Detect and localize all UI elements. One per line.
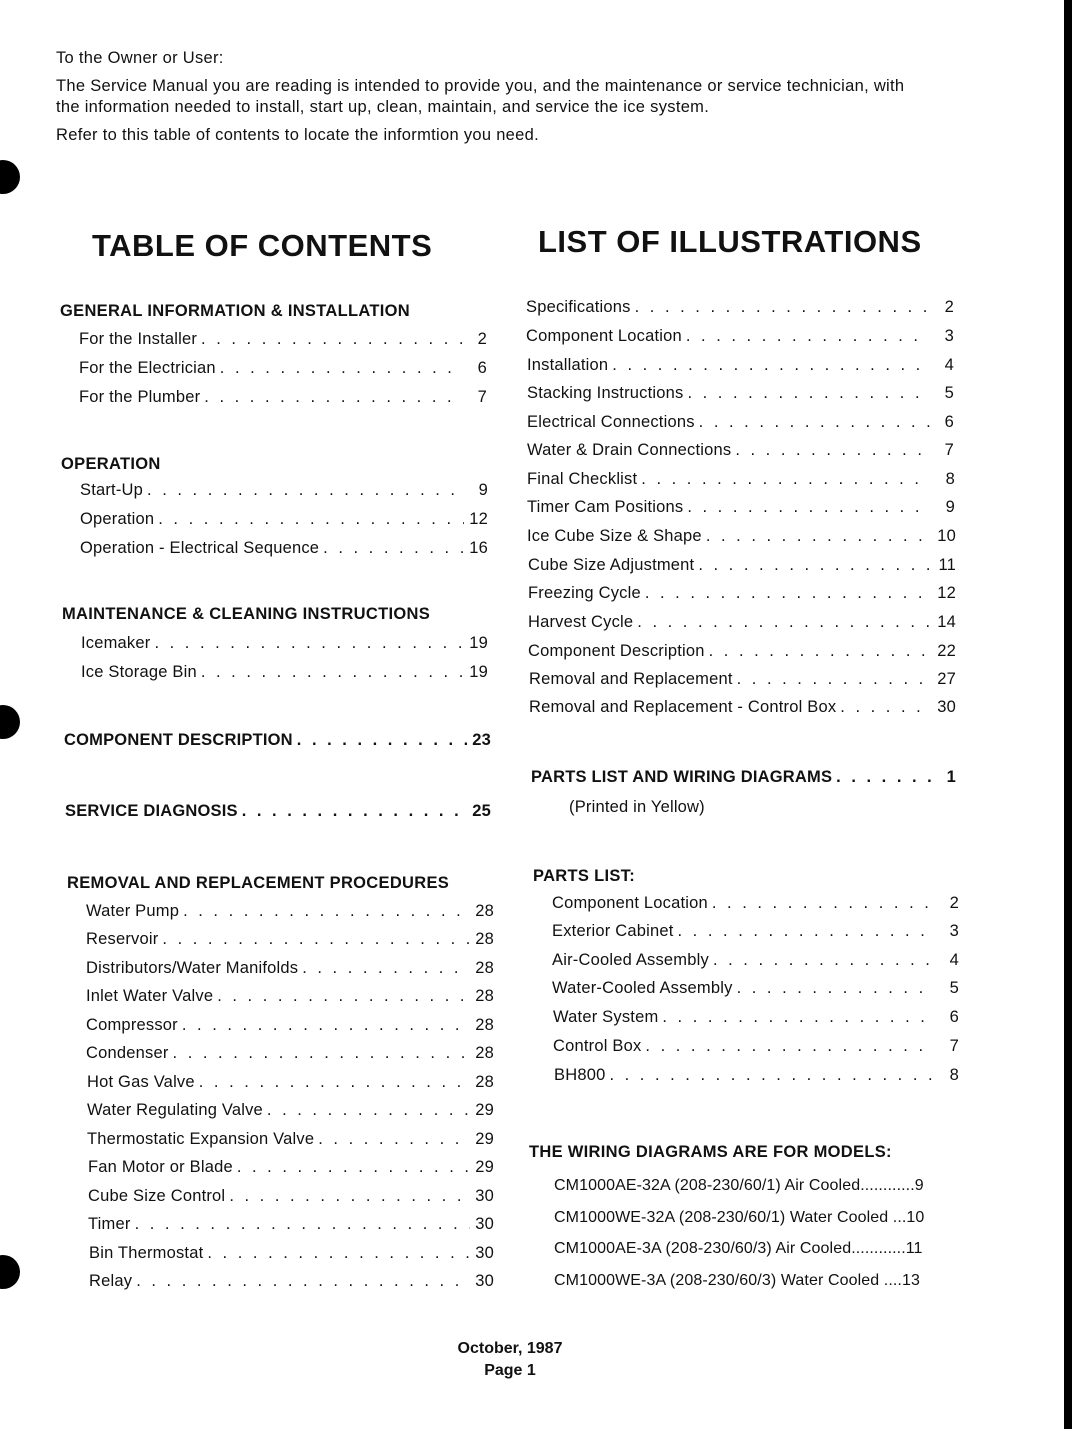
dot-leader [712, 894, 935, 913]
toc-title: TABLE OF CONTENTS [92, 228, 433, 263]
loi-entry-label: Removal and Replacement [529, 670, 733, 688]
toc-entry-label: Bin Thermostat [89, 1244, 204, 1262]
parts-entry-page: 6 [949, 1008, 959, 1026]
loi-entry-label: Removal and Replacement - Control Box [529, 698, 837, 716]
loi-entry-label: Timer Cam Positions [527, 498, 684, 516]
dot-leader [836, 768, 932, 787]
toc-entry[interactable] [86, 930, 494, 952]
loi-entry[interactable] [526, 298, 954, 320]
toc-entry[interactable] [86, 959, 494, 981]
parts-entry-label: Exterior Cabinet [552, 922, 674, 940]
toc-entry-label: Operation - Electrical Sequence [80, 539, 320, 557]
dot-leader [609, 1066, 935, 1085]
toc-entry-page: 28 [475, 930, 494, 948]
parts-entry-label: Air-Cooled Assembly [552, 951, 709, 969]
binder-hole-middle [0, 705, 20, 739]
loi-entry-label: Cube Size Adjustment [528, 556, 695, 574]
toc-entry-page: 28 [475, 1016, 494, 1034]
toc-entry-label: Inlet Water Valve [86, 987, 214, 1005]
toc-maintenance-title: MAINTENANCE & CLEANING INSTRUCTIONS [62, 605, 430, 623]
dot-leader [154, 634, 464, 653]
parts-entry[interactable] [552, 979, 959, 1001]
dot-leader [641, 470, 931, 489]
toc-entry-label: Thermostatic Expansion Valve [87, 1130, 315, 1148]
dot-leader [201, 330, 463, 349]
dot-leader [735, 441, 930, 460]
loi-entry-page: 3 [944, 327, 954, 345]
intro-paragraph: The Service Manual you are reading is intended to provide you, and the maintenance or service technician, with the information needed to install, start up, clean, maintain, and service the ice system. [56, 77, 905, 116]
toc-entry[interactable] [79, 330, 487, 352]
toc-entry-page: 28 [475, 1044, 494, 1062]
dot-leader [183, 902, 470, 921]
toc-entry[interactable] [88, 1187, 494, 1209]
dot-leader [698, 556, 932, 575]
toc-entry-label: Condenser [86, 1044, 169, 1062]
toc-entry-label: Relay [89, 1272, 133, 1290]
toc-entry-page: 28 [475, 1073, 494, 1091]
parts-wiring-note: (Printed in Yellow) [569, 798, 705, 816]
toc-entry-page: 30 [475, 1244, 494, 1262]
toc-entry-page: 30 [475, 1187, 494, 1205]
toc-entry[interactable] [80, 481, 488, 503]
dot-leader [229, 1187, 470, 1206]
loi-entry[interactable] [528, 642, 956, 664]
loi-entry-label: Ice Cube Size & Shape [527, 527, 702, 545]
dot-leader [242, 802, 467, 821]
parts-entry-page: 2 [949, 894, 959, 912]
scan-edge [1064, 0, 1072, 1429]
toc-diagnosis-entry[interactable] [65, 802, 491, 824]
dot-leader [207, 1244, 470, 1263]
toc-entry-label: Water Pump [86, 902, 180, 920]
toc-entry-page: 30 [475, 1215, 494, 1233]
dot-leader [713, 951, 935, 970]
dot-leader [136, 1272, 470, 1291]
parts-list-title: PARTS LIST: [533, 867, 635, 885]
loi-entry[interactable] [526, 327, 954, 349]
parts-entry-page: 7 [949, 1037, 959, 1055]
toc-entry-page: 28 [475, 902, 494, 920]
dot-leader [699, 413, 930, 432]
toc-entry-label: Ice Storage Bin [81, 663, 197, 681]
toc-entry-label: Fan Motor or Blade [88, 1158, 233, 1176]
loi-entry[interactable] [529, 670, 956, 692]
toc-entry-page: 29 [475, 1101, 494, 1119]
toc-entry-label: Water Regulating Valve [87, 1101, 263, 1119]
parts-entry[interactable] [552, 894, 959, 916]
loi-entry[interactable] [527, 356, 954, 378]
dot-leader [612, 356, 930, 375]
toc-entry[interactable] [80, 539, 488, 561]
toc-entry[interactable] [88, 1158, 494, 1180]
parts-entry-page: 8 [949, 1066, 959, 1084]
loi-entry-label: Specifications [526, 298, 631, 316]
toc-entry-label: Start-Up [80, 481, 144, 499]
loi-entry-page: 12 [937, 584, 956, 602]
toc-entry[interactable] [79, 359, 487, 381]
parts-entry[interactable] [552, 951, 959, 973]
loi-entry-label: Stacking Instructions [527, 384, 684, 402]
loi-entry-page: 6 [944, 413, 954, 431]
toc-entry-label: For the Installer [79, 330, 198, 348]
loi-entry-label: Final Checklist [527, 470, 638, 488]
toc-entry[interactable] [87, 1101, 494, 1123]
toc-general-title: GENERAL INFORMATION & INSTALLATION [60, 302, 410, 320]
loi-entry-page: 1 [946, 768, 956, 786]
dot-leader [737, 979, 935, 998]
loi-entry-label: Freezing Cycle [528, 584, 641, 602]
parts-entry-label: BH800 [554, 1066, 606, 1084]
loi-entry[interactable] [529, 698, 956, 720]
parts-entry-label: Component Location [552, 894, 708, 912]
dot-leader [267, 1101, 470, 1120]
loi-entry-page: 10 [937, 527, 956, 545]
loi-entry[interactable] [527, 498, 955, 520]
toc-entry-label: Distributors/Water Manifolds [86, 959, 299, 977]
toc-entry[interactable] [86, 987, 494, 1009]
parts-wiring-entry[interactable] [531, 768, 956, 790]
dot-leader [199, 1073, 470, 1092]
toc-entry-label: Cube Size Control [88, 1187, 226, 1205]
toc-entry-page: 6 [477, 359, 487, 377]
toc-entry-page: 19 [469, 663, 488, 681]
loi-entry-page: 4 [944, 356, 954, 374]
parts-entry-page: 5 [949, 979, 959, 997]
dot-leader [158, 510, 464, 529]
loi-entry-page: 5 [944, 384, 954, 402]
dot-leader [709, 642, 932, 661]
toc-entry[interactable] [86, 1016, 494, 1038]
dot-leader [204, 388, 463, 407]
loi-entry[interactable] [528, 584, 956, 606]
toc-component-entry[interactable] [64, 731, 491, 753]
toc-entry-page: 23 [472, 731, 491, 749]
parts-entry-label: Water-Cooled Assembly [552, 979, 733, 997]
toc-entry-label: Operation [80, 510, 155, 528]
dot-leader [686, 327, 930, 346]
parts-entry[interactable] [553, 1037, 959, 1059]
page-footer [410, 1338, 610, 1382]
dot-leader [662, 1008, 935, 1027]
intro-salutation: To the Owner or User: [56, 49, 224, 67]
wiring-title: THE WIRING DIAGRAMS ARE FOR MODELS: [529, 1143, 892, 1161]
toc-entry-label: Reservoir [86, 930, 159, 948]
toc-entry-page: 30 [475, 1272, 494, 1290]
binder-hole-bottom [0, 1255, 20, 1289]
wiring-model[interactable]: CM1000WE-32A (208-230/60/1) Water Cooled ...10 [554, 1209, 925, 1226]
dot-leader [237, 1158, 470, 1177]
parts-entry-label: Control Box [553, 1037, 642, 1055]
wiring-model[interactable]: CM1000AE-32A (208-230/60/1) Air Cooled............9 [554, 1177, 924, 1194]
dot-leader [635, 298, 930, 317]
dot-leader [706, 527, 932, 546]
loi-entry[interactable] [528, 613, 956, 635]
toc-entry-label: Timer [88, 1215, 131, 1233]
toc-entry[interactable] [89, 1244, 494, 1266]
dot-leader [302, 959, 470, 978]
toc-entry-page: 25 [472, 802, 491, 820]
toc-removal-title: REMOVAL AND REPLACEMENT PROCEDURES [67, 874, 450, 892]
binder-hole-top [0, 160, 20, 194]
loi-entry-page: 14 [937, 613, 956, 631]
loi-entry-label: Harvest Cycle [528, 613, 634, 631]
dot-leader [637, 613, 932, 632]
dot-leader [318, 1130, 470, 1149]
loi-entry-page: 27 [937, 670, 956, 688]
toc-entry-page: 28 [475, 987, 494, 1005]
loi-entry[interactable] [527, 470, 955, 492]
intro-refer: Refer to this table of contents to locate the informtion you need. [56, 126, 539, 144]
loi-entry-page: 9 [945, 498, 955, 516]
toc-entry-page: 12 [469, 510, 488, 528]
parts-entry[interactable] [552, 922, 959, 944]
toc-entry[interactable] [86, 902, 494, 924]
parts-entry-label: Water System [553, 1008, 659, 1026]
intro [56, 48, 916, 153]
wiring-model[interactable]: CM1000AE-3A (208-230/60/3) Air Cooled............11 [554, 1240, 923, 1257]
toc-entry[interactable] [87, 1130, 494, 1152]
loi-entry[interactable] [527, 413, 954, 435]
toc-entry[interactable] [88, 1215, 494, 1237]
toc-entry-label: COMPONENT DESCRIPTION [64, 731, 293, 749]
parts-entry-page: 4 [949, 951, 959, 969]
toc-entry[interactable] [89, 1272, 494, 1294]
toc-entry-page: 28 [475, 959, 494, 977]
loi-entry-label: Water & Drain Connections [527, 441, 732, 459]
parts-entry[interactable] [554, 1066, 959, 1088]
loi-title: LIST OF ILLUSTRATIONS [538, 224, 922, 259]
toc-operation-title: OPERATION [61, 455, 161, 473]
loi-entry-label: Installation [527, 356, 609, 374]
loi-entry-label: Component Description [528, 642, 705, 660]
loi-entry-page: 8 [945, 470, 955, 488]
loi-entry-page: 7 [944, 441, 954, 459]
dot-leader [645, 584, 932, 603]
dot-leader [645, 1037, 935, 1056]
toc-entry[interactable] [81, 634, 488, 656]
dot-leader [297, 731, 467, 750]
footer-page-number: Page 1 [484, 1362, 536, 1379]
dot-leader [687, 384, 930, 403]
dot-leader [201, 663, 464, 682]
dot-leader [678, 922, 935, 941]
toc-entry[interactable] [87, 1073, 494, 1095]
dot-leader [737, 670, 932, 689]
toc-entry-page: 29 [475, 1130, 494, 1148]
dot-leader [840, 698, 932, 717]
toc-entry-label: For the Electrician [79, 359, 216, 377]
parts-entry[interactable] [553, 1008, 959, 1030]
loi-entry[interactable] [528, 556, 956, 578]
dot-leader [173, 1044, 470, 1063]
loi-entry-label: PARTS LIST AND WIRING DIAGRAMS [531, 768, 833, 786]
toc-entry-label: For the Plumber [79, 388, 201, 406]
loi-entry[interactable] [527, 527, 956, 549]
toc-entry-label: SERVICE DIAGNOSIS [65, 802, 238, 820]
dot-leader [323, 539, 464, 558]
toc-entry-page: 29 [475, 1158, 494, 1176]
dot-leader [217, 987, 470, 1006]
loi-entry-label: Electrical Connections [527, 413, 695, 431]
toc-entry[interactable] [81, 663, 488, 685]
footer-date: October, 1987 [457, 1340, 563, 1357]
toc-entry-label: Compressor [86, 1016, 178, 1034]
toc-entry-label: Icemaker [81, 634, 151, 652]
toc-entry-page: 7 [477, 388, 487, 406]
dot-leader [182, 1016, 470, 1035]
loi-entry-page: 2 [944, 298, 954, 316]
loi-entry[interactable] [527, 384, 954, 406]
loi-entry-label: Component Location [526, 327, 682, 345]
loi-entry-page: 22 [937, 642, 956, 660]
dot-leader [220, 359, 463, 378]
toc-entry[interactable] [86, 1044, 494, 1066]
parts-entry-page: 3 [949, 922, 959, 940]
toc-entry-page: 19 [469, 634, 488, 652]
toc-entry[interactable] [79, 388, 487, 410]
loi-entry-page: 11 [938, 556, 956, 574]
toc-entry-page: 16 [469, 539, 488, 557]
toc-entry-label: Hot Gas Valve [87, 1073, 195, 1091]
wiring-model[interactable]: CM1000WE-3A (208-230/60/3) Water Cooled ....13 [554, 1272, 920, 1289]
toc-entry[interactable] [80, 510, 488, 532]
loi-entry-page: 30 [937, 698, 956, 716]
dot-leader [162, 930, 470, 949]
dot-leader [687, 498, 931, 517]
dot-leader [147, 481, 464, 500]
toc-entry-page: 2 [477, 330, 487, 348]
loi-entry[interactable] [527, 441, 954, 463]
dot-leader [135, 1215, 470, 1234]
toc-entry-page: 9 [478, 481, 488, 499]
